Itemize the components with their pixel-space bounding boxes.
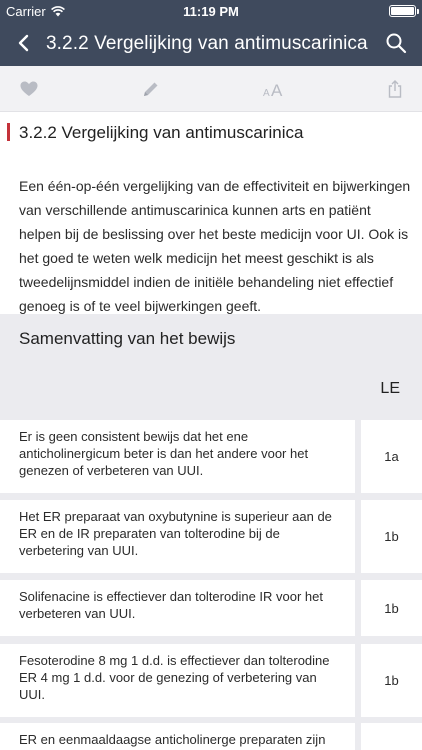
evidence-level: 1a — [361, 420, 422, 493]
evidence-statement: ER en eenmaaldaagse anticholinerge preparaten zijn — [0, 723, 355, 750]
heart-icon[interactable] — [19, 79, 39, 99]
search-icon[interactable] — [384, 31, 408, 55]
carrier-label: Carrier — [6, 4, 46, 19]
pencil-icon[interactable] — [141, 79, 161, 99]
evidence-statement: Het ER preparaat van oxybutynine is superieur aan de ER en de IR preparaten van tolterodine bij de verbetering van UUI. — [0, 500, 355, 573]
evidence-level: 1b — [361, 580, 422, 636]
navigation-bar — [0, 22, 422, 66]
battery-icon — [389, 5, 416, 17]
le-column-header: LE — [380, 380, 400, 397]
section-marker — [7, 123, 10, 141]
chevron-left-icon[interactable] — [12, 31, 36, 55]
share-icon[interactable] — [385, 79, 405, 99]
evidence-statement: Solifenacine is effectiever dan tolterodine IR voor het verbeteren van UUI. — [0, 580, 355, 636]
evidence-level: 1b — [361, 500, 422, 573]
status-bar — [0, 0, 422, 22]
svg-text:A: A — [263, 88, 270, 99]
svg-text:A: A — [271, 81, 283, 99]
evidence-level: 1b — [361, 644, 422, 717]
toolbar — [0, 66, 422, 112]
nav-title: 3.2.2 Vergelijking van antimuscarinica — [46, 33, 368, 54]
evidence-table — [0, 420, 422, 750]
font-size-icon[interactable] — [262, 79, 288, 99]
clock: 11:19 PM — [183, 4, 239, 19]
evidence-statement: Fesoterodine 8 mg 1 d.d. is effectiever dan tolterodine ER 4 mg 1 d.d. voor de genezing of verbetering van UUI. — [0, 644, 355, 717]
intro-paragraph: Een één-op-één vergelijking van de effectiviteit en bijwerkingen van verschillende antimuscarinica kunnen arts en patiënt helpen bij de beslissing over het beste medicijn voor UI. Ook is het goed te weten welk medicijn het meest geschikt is als tweedelijnsmiddel indien de initiële behandeling niet effectief genoeg is of te veel bijwerkingen geeft. — [19, 178, 411, 314]
evidence-level — [361, 723, 422, 750]
section-title — [0, 112, 422, 152]
evidence-statement: Er is geen consistent bewijs dat het ene anticholinergicum beter is dan het andere voor het genezen of verbeteren van UUI. — [0, 420, 355, 493]
section-title-text: 3.2.2 Vergelijking van antimuscarinica — [19, 123, 304, 142]
summary-heading: Samenvatting van het bewijs — [19, 329, 236, 348]
summary-header — [0, 314, 422, 420]
